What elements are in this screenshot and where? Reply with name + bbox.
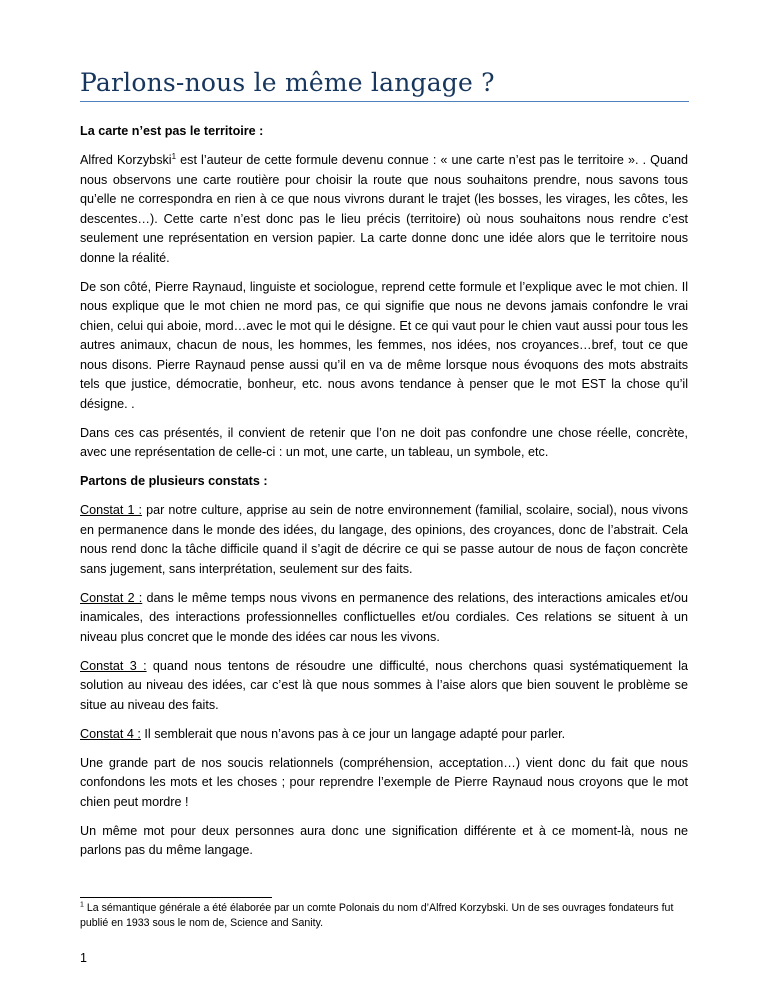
page-number: 1 [80, 951, 87, 965]
title-underline [80, 101, 689, 102]
paragraph-korzybski [80, 151, 688, 268]
paragraph-korzybski-text: est l’auteur de cette formule devenu connue : « une carte n’est pas le territoire ». . Quand nous observons une carte routière pour choisir la route que nous souhaitons prendre, nous savons tous qu’elle ne correspondra en rien à ce que nous vivrons durant le trajet (les bosses, les virages, les côtes, les descentes…). Cette carte n’est donc pas le lieu précis (territoire) où nous souhaitons nous rendre c’est seulement une représentation en version papier. La carte donne donc une idée alors que le territoire nous donne la réalité. [80, 153, 688, 265]
paragraph-korzybski-lead: Alfred Korzybski [80, 153, 172, 167]
footnote [80, 901, 690, 931]
constat-item [80, 657, 688, 716]
constat-item [80, 501, 688, 579]
constat-label: Constat 4 : [80, 726, 141, 741]
footnote-reference[interactable]: 1 [171, 151, 177, 161]
constat-item [80, 725, 688, 745]
constat-label: Constat 2 : [80, 590, 143, 605]
constat-text: quand nous tentons de résoudre une difficulté, nous cherchons quasi systématiquement la solution au niveau des idées, car c’est là que nous sommes à l’aise alors que bien souvent le problème se situe au niveau des faits. [80, 658, 689, 712]
section-heading-carte: La carte n’est pas le territoire : [80, 124, 264, 138]
document-body [80, 122, 688, 870]
footnote-separator [80, 897, 272, 898]
constat-text: par notre culture, apprise au sein de notre environnement (familial, scolaire, social), nous vivons en permanence dans le monde des idées, du langage, des opinions, des croyances, donc de l’abstrait. Cela nous rend donc la tâche difficile quand il s’agit de décrire ce qui se passe autour de nous de façon concrète sans jugement, sans interprétation, seulement sur des faits. [80, 503, 689, 576]
constat-text: dans le même temps nous vivons en permanence des relations, des interactions amicales et/ou inamicales, des interactions professionnelles conflictuelles et/ou cordiales. Ces relations se situent à un niveau plus concret que le monde des idées car nous les vivons. [80, 590, 688, 644]
constat-item [80, 589, 688, 648]
footnote-text: La sémantique générale a été élaborée par un comte Polonais du nom d’Alfred Korzybski. Un de ses ouvrages fondateurs fut publié en 1933 sous le nom de, Science and Sanity. [80, 902, 674, 929]
footnote-number: 1 [80, 901, 84, 909]
constat-label: Constat 3 : [80, 658, 147, 673]
constat-label: Constat 1 : [80, 503, 143, 517]
page-title: Parlons-nous le même langage ? [80, 68, 495, 97]
paragraph-raynaud: De son côté, Pierre Raynaud, linguiste et sociologue, reprend cette formule et l’explique avec le mot chien. Il nous explique que le mot chien ne mord pas, ce qui signifie que nous ne devons jamais confondre le vrai chien, celui qui aboie, mord…avec le mot qui le désigne. Et ce qui vaut pour le chien vaut aussi pour tous les autres animaux, chacun de nous, les hommes, les femmes, nos idées, nos croyances…bref, tout ce que nous disons. Pierre Raynaud pense aussi qu’il en va de même lorsque nous évoquons des mots abstraits tels que justice, démocratie, bonheur, etc. nous avons tendance à penser que le mot EST la chose qu’il désigne. . [80, 279, 688, 411]
section-heading-constats: Partons de plusieurs constats : [80, 474, 268, 488]
paragraph-signification: Un même mot pour deux personnes aura donc une signification différente et à ce moment-là, nous ne parlons pas du même langage. [80, 823, 688, 857]
paragraph-conclusion: Dans ces cas présentés, il convient de retenir que l’on ne doit pas confondre une chose réelle, concrète, avec une représentation de celle-ci : un mot, une carte, un tableau, un symbole, etc. [80, 425, 688, 459]
paragraph-soucis: Une grande part de nos soucis relationnels (compréhension, acceptation…) vient donc du fait que nous confondons les mots et les choses ; pour reprendre l’exemple de Pierre Raynaud nous croyons que le mot chien peut mordre ! [80, 755, 688, 809]
constat-text: Il semblerait que nous n’avons pas à ce jour un langage adapté pour parler. [140, 726, 566, 741]
